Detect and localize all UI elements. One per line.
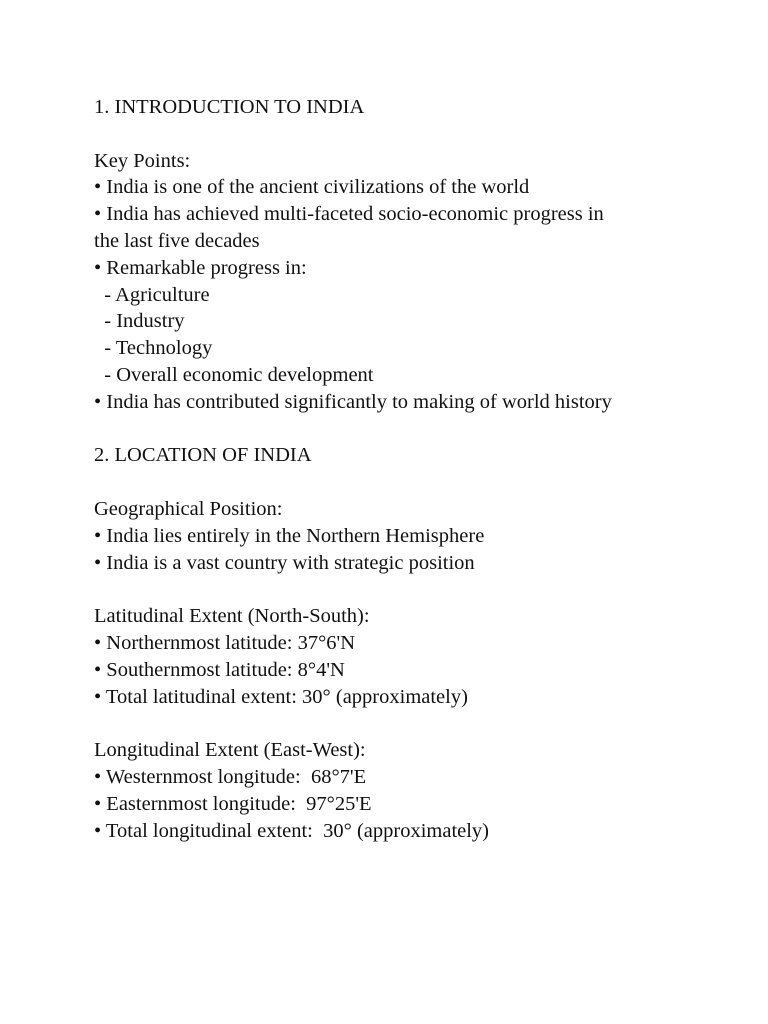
spacer (94, 416, 734, 443)
bullet-easternmost-longitude: • Easternmost longitude: 97°25'E (94, 792, 372, 815)
bullet-ancient-civilization: • India is one of the ancient civilizations of the world (94, 176, 530, 199)
bullet-socio-economic-progress: • India has achieved multi-faceted socio-economic progress in (94, 203, 604, 226)
bullet-world-history: • India has contributed significantly to making of world history (94, 390, 612, 413)
spacer (94, 121, 734, 148)
bullet-northern-hemisphere: • India lies entirely in the Northern Hemisphere (94, 524, 485, 547)
bullet-southernmost-latitude: • Southernmost latitude: 8°4'N (94, 658, 345, 681)
bullet-remarkable-progress: • Remarkable progress in: (94, 256, 307, 279)
bullet-total-latitudinal-extent: • Total latitudinal extent: 30° (approximately) (94, 685, 468, 708)
longitudinal-extent-label: Longitudinal Extent (East-West): (94, 739, 366, 762)
bullet-socio-economic-progress-continued: the last five decades (94, 229, 260, 252)
latitudinal-extent-label: Latitudinal Extent (North-South): (94, 605, 370, 628)
sub-item-industry: - Industry (94, 310, 185, 333)
sub-item-economic-development: - Overall economic development (94, 363, 374, 386)
document-page (94, 94, 734, 844)
bullet-westernmost-longitude: • Westernmost longitude: 68°7'E (94, 765, 367, 788)
spacer (94, 469, 734, 496)
sub-item-agriculture: - Agriculture (94, 283, 210, 306)
bullet-total-longitudinal-extent: • Total longitudinal extent: 30° (approximately) (94, 819, 490, 842)
spacer (94, 710, 734, 737)
sub-item-technology: - Technology (94, 337, 213, 360)
bullet-northernmost-latitude: • Northernmost latitude: 37°6'N (94, 631, 356, 654)
key-points-label: Key Points: (94, 149, 191, 172)
section-heading-introduction: 1. INTRODUCTION TO INDIA (94, 96, 365, 118)
bullet-strategic-position: • India is a vast country with strategic position (94, 551, 475, 574)
geographical-position-label: Geographical Position: (94, 497, 283, 520)
section-heading-location: 2. LOCATION OF INDIA (94, 444, 312, 467)
spacer (94, 576, 734, 603)
